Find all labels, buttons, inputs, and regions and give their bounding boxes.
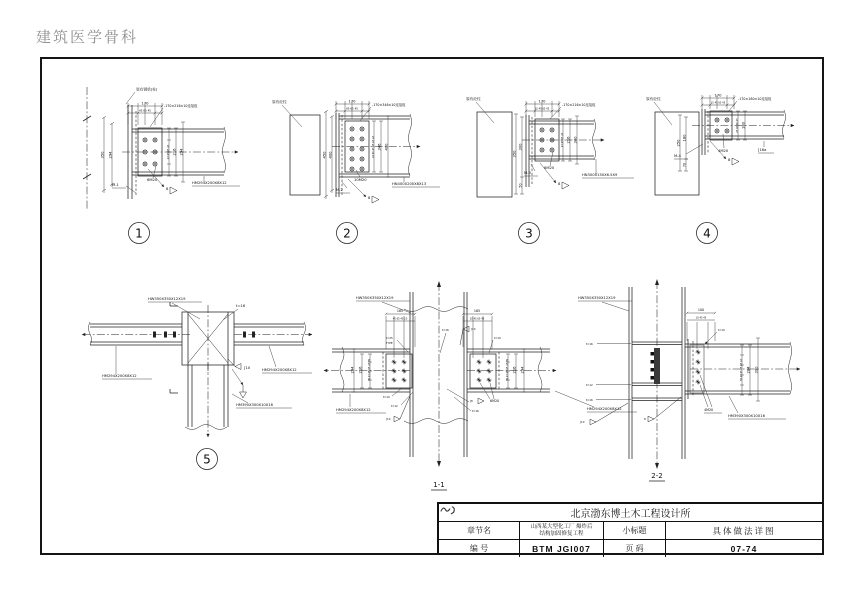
detail-1 [83, 87, 240, 244]
column-label: HW350X350X12X19 [148, 297, 186, 301]
member-label: 原有砼柱 [466, 97, 481, 101]
beam-left-label: HM294X200X8X12 [336, 408, 371, 412]
detail-number: 4 [703, 226, 711, 241]
beam-label: HN400X200X8X13 [392, 182, 427, 186]
dim-294-right: 294 [179, 148, 184, 156]
dim-stack-right: 50 43 65 65 65 43 [739, 358, 743, 382]
drawing-canvas [42, 59, 822, 553]
watermark: 建筑医学骨科 [36, 28, 139, 46]
dim-sub-left: 45 65 45 10 [392, 317, 408, 321]
beam-left-label: HM294X200X8X12 [102, 374, 137, 378]
design-institute-logo-icon [439, 504, 461, 515]
plate-thickness-top: t=10 [718, 328, 725, 332]
dim-100: 100 [697, 307, 705, 312]
bolt-label: 10M20 [354, 178, 367, 182]
web-thickness: t=16 [236, 304, 246, 308]
subtitle-value: 具体做法详图 [665, 522, 822, 539]
dim-450: 450 [322, 151, 327, 159]
dim-294-left: 294 [350, 366, 355, 374]
member-label: 原有钢梁(柱) [136, 87, 158, 92]
mark-label: M-3 [524, 171, 531, 175]
dim-70: 70 [682, 162, 687, 168]
dim-294-right: 294 [520, 366, 525, 374]
dim-390: 390 [754, 366, 759, 374]
dim-350: 350 [100, 151, 105, 159]
mark-label: M-4 [674, 154, 681, 158]
dim-400-left: 400 [328, 151, 333, 159]
plate-thickness-bl1: t=10 [383, 395, 390, 399]
detail-number: 2 [343, 226, 351, 241]
dim-170: 170 [141, 101, 149, 106]
weld-8-label: 8 [644, 417, 646, 421]
dim-sub: 45 65 45 [139, 108, 151, 113]
plate-thickness-25: t=25 [386, 336, 393, 340]
title-block-row-2 [439, 539, 822, 557]
weld-label: [10 [244, 366, 251, 370]
bolt-label: 6M20 [147, 178, 158, 182]
mark-label: M-2 [336, 188, 343, 192]
detail-5 [82, 297, 312, 470]
weld-top-label: [10 [471, 327, 476, 331]
chapter-label: 章节名 [467, 526, 491, 535]
page-label: 页 码 [603, 540, 665, 557]
bolt-label: 6M20 [544, 166, 555, 170]
project-name-line-2: 结构加固修复工程 [539, 530, 584, 537]
stiffener-t16-top: t=16 [586, 342, 593, 346]
member-label: 原有砼柱 [272, 100, 287, 104]
dim-350: 350 [512, 150, 517, 158]
plate-thickness-bl2: t=12 [391, 404, 398, 408]
page-value: 07-74 [665, 540, 822, 557]
detail-4 [646, 94, 794, 244]
dim-sub: 10 45 45 [695, 316, 707, 320]
project-name [519, 522, 603, 539]
dim-170: 170 [348, 99, 356, 104]
bolt-label: 4M20 [704, 408, 714, 412]
mark-label: M-1 [112, 183, 119, 187]
weld-bottom-right: [8 [470, 399, 473, 403]
dim-stack-right: 39 43 65 65 43 39 [505, 358, 509, 382]
dim-stack-left: 39 43 65 65 43 39 [367, 358, 371, 382]
detail-number: 3 [525, 226, 533, 241]
dim-165-right: 165 [473, 308, 481, 313]
dim-sub-right: 10 45 65 45 [469, 317, 485, 321]
dim-216: 216 [172, 148, 177, 156]
detail-3 [466, 96, 634, 244]
beam-label: HM294X200X8X12 [192, 181, 227, 185]
dim-216: 216 [566, 136, 571, 144]
dim-300-left: 300 [518, 143, 523, 151]
dim-stack-right: 43 65 65 43 [560, 132, 564, 148]
beam-right-label: HM294X200X8X12 [262, 368, 297, 372]
drawing-sheet [40, 57, 824, 555]
dim-180-left: 180 [682, 134, 687, 142]
plate-label: -170×216×10连接板 [164, 104, 198, 108]
beam-label: HN300X150X6.5X9 [582, 173, 618, 177]
subtitle-label: 小标题 [603, 522, 665, 539]
dim-stack-right: 43 65 65 65 65 43 [371, 135, 375, 159]
beam-label: HM390X300X10X16 [728, 414, 765, 418]
dim-sub: 15 45 65 45 [534, 107, 550, 111]
dim-sub: 45 65 45 [346, 106, 358, 111]
company-name: 北京渤东博土木工程设计所 [570, 509, 691, 520]
dim-346: 346 [377, 143, 382, 151]
dim-170: 170 [714, 93, 722, 98]
column-label: HW350X350X12X19 [356, 296, 394, 300]
dim-stack-right: 43 65 65 43 [166, 144, 170, 160]
plate-label: -170×180×10连接板 [738, 97, 772, 101]
weld-size: 8 [728, 158, 731, 162]
section-2-2 [578, 279, 800, 481]
title-block [437, 502, 822, 553]
member-label: 原有砼柱 [646, 97, 661, 101]
detail-number: 5 [203, 452, 211, 467]
dim-50: 50 [518, 183, 523, 188]
section-title: 2-2 [651, 472, 663, 480]
type-label: TYPE [386, 341, 393, 345]
number-value: BTM JGI007 [519, 540, 603, 557]
dim-294-left: 294 [108, 151, 113, 159]
beam-label: [16a [758, 148, 767, 152]
plate-thickness-top: t=16 [442, 328, 449, 332]
detail-number: 1 [135, 226, 143, 241]
dim-stack-right: 25 65 65 25 [735, 118, 739, 133]
bolt-label: 4M20 [718, 149, 729, 153]
weld-bottom-left: [10 [386, 417, 391, 421]
weld-10-label: [10 [580, 420, 585, 424]
dim-284: 284 [746, 366, 751, 374]
title-block-company-row [439, 504, 822, 521]
beam-right-label: HM294X200X8X12 [587, 407, 622, 411]
detail-2 [272, 99, 440, 244]
project-name-line-1: 山西某大型化工厂 爆炸后 [530, 524, 593, 530]
weld-size: 8 [558, 182, 561, 186]
dim-216-right: 216 [512, 366, 517, 374]
number-label: 编 号 [469, 544, 489, 553]
plate-label: -170×346×10连接板 [372, 103, 406, 107]
weld-size: 8 [368, 196, 371, 200]
stiffener-t16-bottom: t=16 [586, 398, 593, 402]
dim-250: 250 [676, 139, 681, 147]
column-label: HW350X350X12X19 [578, 296, 616, 300]
dim-165-left: 165 [396, 308, 404, 313]
dim-180-right: 180 [741, 121, 746, 130]
dim-216-left: 216 [358, 366, 363, 374]
dim-170: 170 [538, 99, 546, 104]
weld-size: 8 [166, 187, 169, 191]
plate-thickness-right: t=10 [494, 336, 501, 340]
plate-label: -170×216×10连接板 [562, 103, 596, 107]
beam-bottom-label: HM390X300X10X16 [236, 403, 273, 407]
dim-sub: 15 45 65 45 [710, 101, 726, 105]
plate-thickness-br: t=16 [472, 409, 479, 413]
section-title: 1-1 [433, 481, 445, 489]
dim-300-right: 300 [573, 136, 578, 144]
bolt-label: 6M20 [490, 399, 500, 403]
stiffener-t12: t=12 [586, 383, 593, 387]
dim-400-right: 400 [384, 143, 389, 151]
title-block-row-1 [439, 521, 822, 539]
